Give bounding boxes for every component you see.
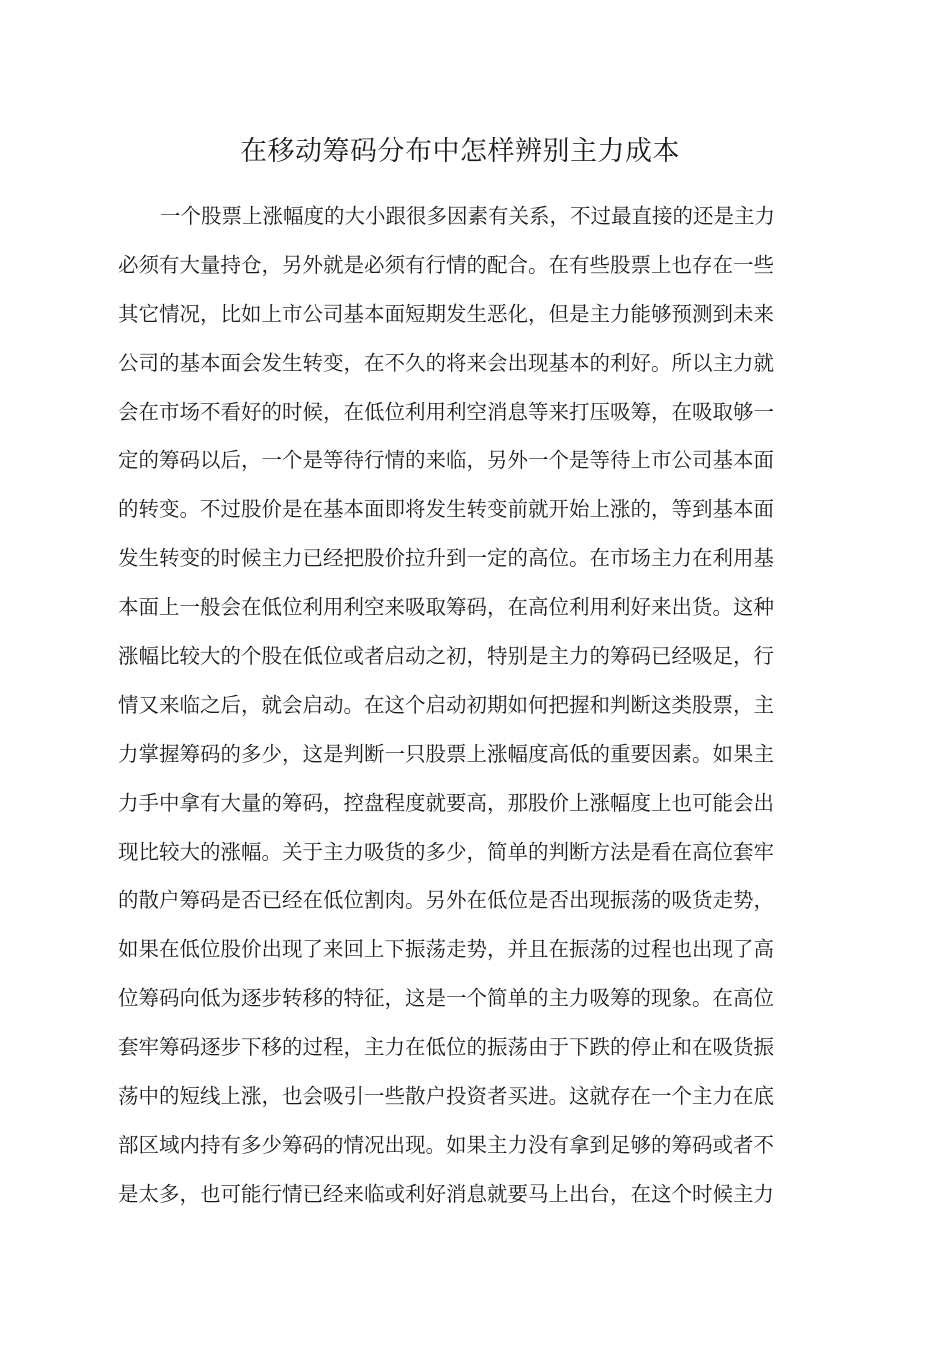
paragraph-line: 公司的基本面会发生转变，在不久的将来会出现基本的利好。所以主力就 <box>118 350 774 375</box>
paragraph-line: 定的筹码以后，一个是等待行情的来临，另外一个是等待上市公司基本面 <box>118 448 774 473</box>
paragraph-line: 的散户筹码是否已经在低位割肉。另外在低位是否出现振荡的吸货走势， <box>118 888 774 913</box>
paragraph-line: 必须有大量持仓，另外就是必须有行情的配合。在有些股票上也存在一些 <box>118 252 774 277</box>
paragraph-line: 荡中的短线上涨，也会吸引一些散户投资者买进。这就存在一个主力在底 <box>118 1084 774 1109</box>
paragraph-line: 现比较大的涨幅。关于主力吸货的多少，简单的判断方法是看在高位套牢 <box>118 839 774 864</box>
paragraph-line: 会在市场不看好的时候，在低位利用利空消息等来打压吸筹，在吸取够一 <box>118 399 774 424</box>
paragraph-line: 力掌握筹码的多少，这是判断一只股票上涨幅度高低的重要因素。如果主 <box>118 741 774 766</box>
paragraph-line: 部区域内持有多少筹码的情况出现。如果主力没有拿到足够的筹码或者不 <box>118 1132 774 1157</box>
paragraph-line: 是太多，也可能行情已经来临或利好消息就要马上出台，在这个时候主力 <box>118 1181 774 1206</box>
paragraph-line: 如果在低位股价出现了来回上下振荡走势，并且在振荡的过程也出现了高 <box>118 937 774 962</box>
paragraph-line: 本面上一般会在低位利用利空来吸取筹码，在高位利用利好来出货。这种 <box>118 595 774 620</box>
document-body <box>118 192 798 1219</box>
paragraph-line: 其它情况，比如上市公司基本面短期发生恶化，但是主力能够预测到未来 <box>118 301 774 326</box>
paragraph-line: 力手中拿有大量的筹码，控盘程度就要高，那股价上涨幅度上也可能会出 <box>118 790 774 815</box>
paragraph-line: 套牢筹码逐步下移的过程，主力在低位的振荡由于下跌的停止和在吸货振 <box>118 1035 774 1060</box>
paragraph-line: 的转变。不过股价是在基本面即将发生转变前就开始上涨的，等到基本面 <box>118 497 774 522</box>
paragraph-line: 涨幅比较大的个股在低位或者启动之初，特别是主力的筹码已经吸足，行 <box>118 644 774 669</box>
paragraph-line: 一个股票上涨幅度的大小跟很多因素有关系，不过最直接的还是主力 <box>160 204 775 228</box>
document-title: 在移动筹码分布中怎样辨别主力成本 <box>240 136 680 167</box>
paragraph-line: 位筹码向低为逐步转移的特征，这是一个简单的主力吸筹的现象。在高位 <box>118 986 774 1011</box>
paragraph-line: 发生转变的时候主力已经把股价拉升到一定的高位。在市场主力在利用基 <box>118 546 774 571</box>
paragraph-line: 情又来临之后，就会启动。在这个启动初期如何把握和判断这类股票，主 <box>118 692 774 717</box>
